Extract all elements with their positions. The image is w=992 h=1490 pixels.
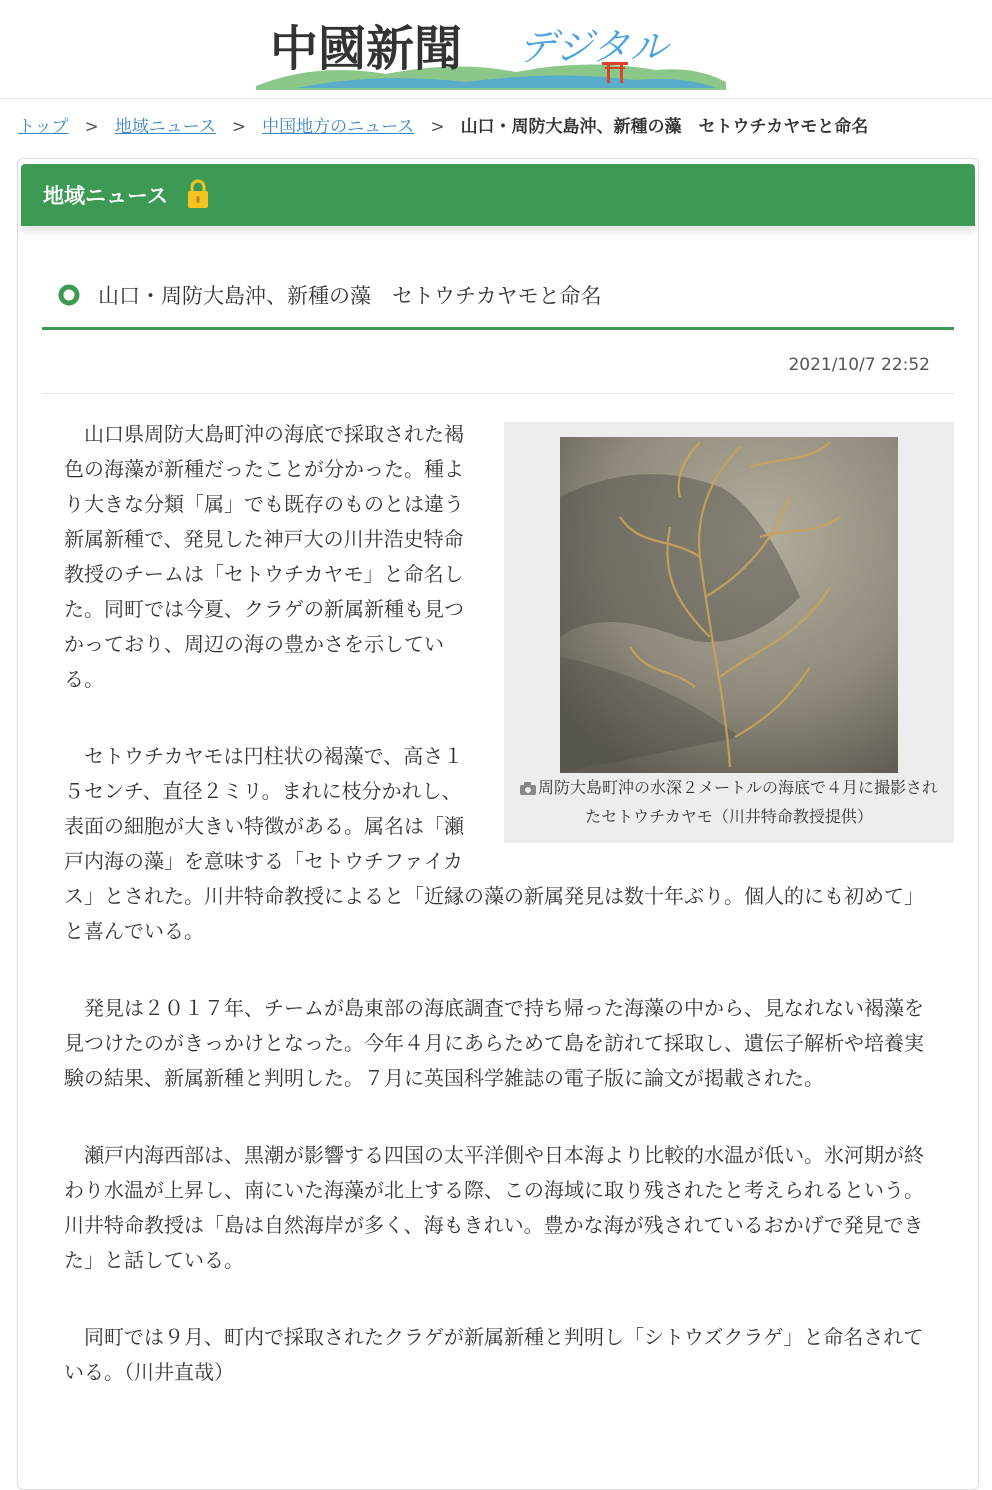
article-paragraph: セトウチカヤモは円柱状の褐藻で、高さ１５センチ、直径２ミリ。まれに枝分かれし、表面の細胞が大きい特徴がある。属名は「瀬戸内海の藻」を意味する「セトウチファイカス」とされた。川井特命教授によると「近縁の藻の新属発見は数十年ぶり。個人的にも初めて」と喜んでいる。 [64, 744, 924, 943]
article-title-bar [42, 263, 954, 330]
photo-figure [504, 422, 954, 843]
lock-icon [187, 178, 209, 214]
site-header [0, 0, 992, 99]
article-title: 山口・周防大島沖、新種の藻 セトウチカヤモと命名 [98, 284, 602, 308]
article-paragraph: 発見は２０１７年、チームが島東部の海底調査で持ち帰った海藻の中から、見なれない褐藻を見つけたのがきっかけとなった。今年４月にあらためて島を訪れて採取し、遺伝子解析や培養実験の結果、新属新種と判明した。７月に英国科学雑誌の電子版に論文が掲載された。 [64, 996, 924, 1090]
photo-caption [518, 774, 940, 830]
breadcrumb-link-chugoku-news[interactable]: 中国地方のニュース [262, 117, 415, 137]
site-logo[interactable] [256, 8, 726, 90]
logo-main-text: 中國新聞 [270, 21, 463, 77]
breadcrumb-separator: > [430, 117, 445, 137]
seaweed-photo-illustration [560, 437, 898, 773]
title-bullet-icon [58, 284, 80, 310]
section-header-bar [21, 164, 975, 226]
article-photo[interactable] [560, 437, 898, 773]
article-timestamp: 2021/10/7 22:52 [788, 355, 930, 375]
photo-caption-text: 周防大島町沖の水深２メートルの海底で４月に撮影されたセトウチカヤモ（川井特命教授提供） [537, 778, 938, 826]
logo-sub-text: デジタル [518, 25, 668, 69]
article-frame [17, 158, 979, 1490]
breadcrumb-separator: > [84, 117, 99, 137]
camera-icon [520, 776, 536, 803]
breadcrumb-link-regional-news[interactable]: 地域ニュース [114, 117, 216, 137]
article-paragraph: 山口県周防大島町沖の海底で採取された褐色の海藻が新種だったことが分かった。種より大きな分類「属」でも既存のものとは違う新属新種で、発見した神戸大の川井浩史特命教授のチームは「セトウチカヤモ」と命名した。同町では今夏、クラゲの新属新種も見つかっており、周辺の海の豊かさを示している。 [64, 422, 464, 691]
breadcrumb-separator: > [231, 117, 247, 137]
article-paragraph: 瀬戸内海西部は、黒潮が影響する四国の太平洋側や日本海より比較的水温が低い。氷河期が終わり水温が上昇し、南にいた海藻が北上する際、この海域に取り残されたと考えられるという。川井特命教授は「島は自然海岸が多く、海もきれい。豊かな海が残されているおかげで発見できた」と話している。 [64, 1143, 924, 1272]
breadcrumb-current: 山口・周防大島沖、新種の藻 セトウチカヤモと命名 [460, 117, 869, 137]
article-paragraph: 同町では９月、町内で採取されたクラゲが新属新種と判明し「シトウズクラゲ」と命名されている。（川井直哉） [64, 1325, 924, 1384]
section-title: 地域ニュース [43, 184, 168, 208]
article-body [64, 417, 938, 1432]
divider [42, 393, 954, 394]
breadcrumb-link-top[interactable]: トップ [18, 117, 69, 137]
breadcrumb [18, 114, 978, 140]
